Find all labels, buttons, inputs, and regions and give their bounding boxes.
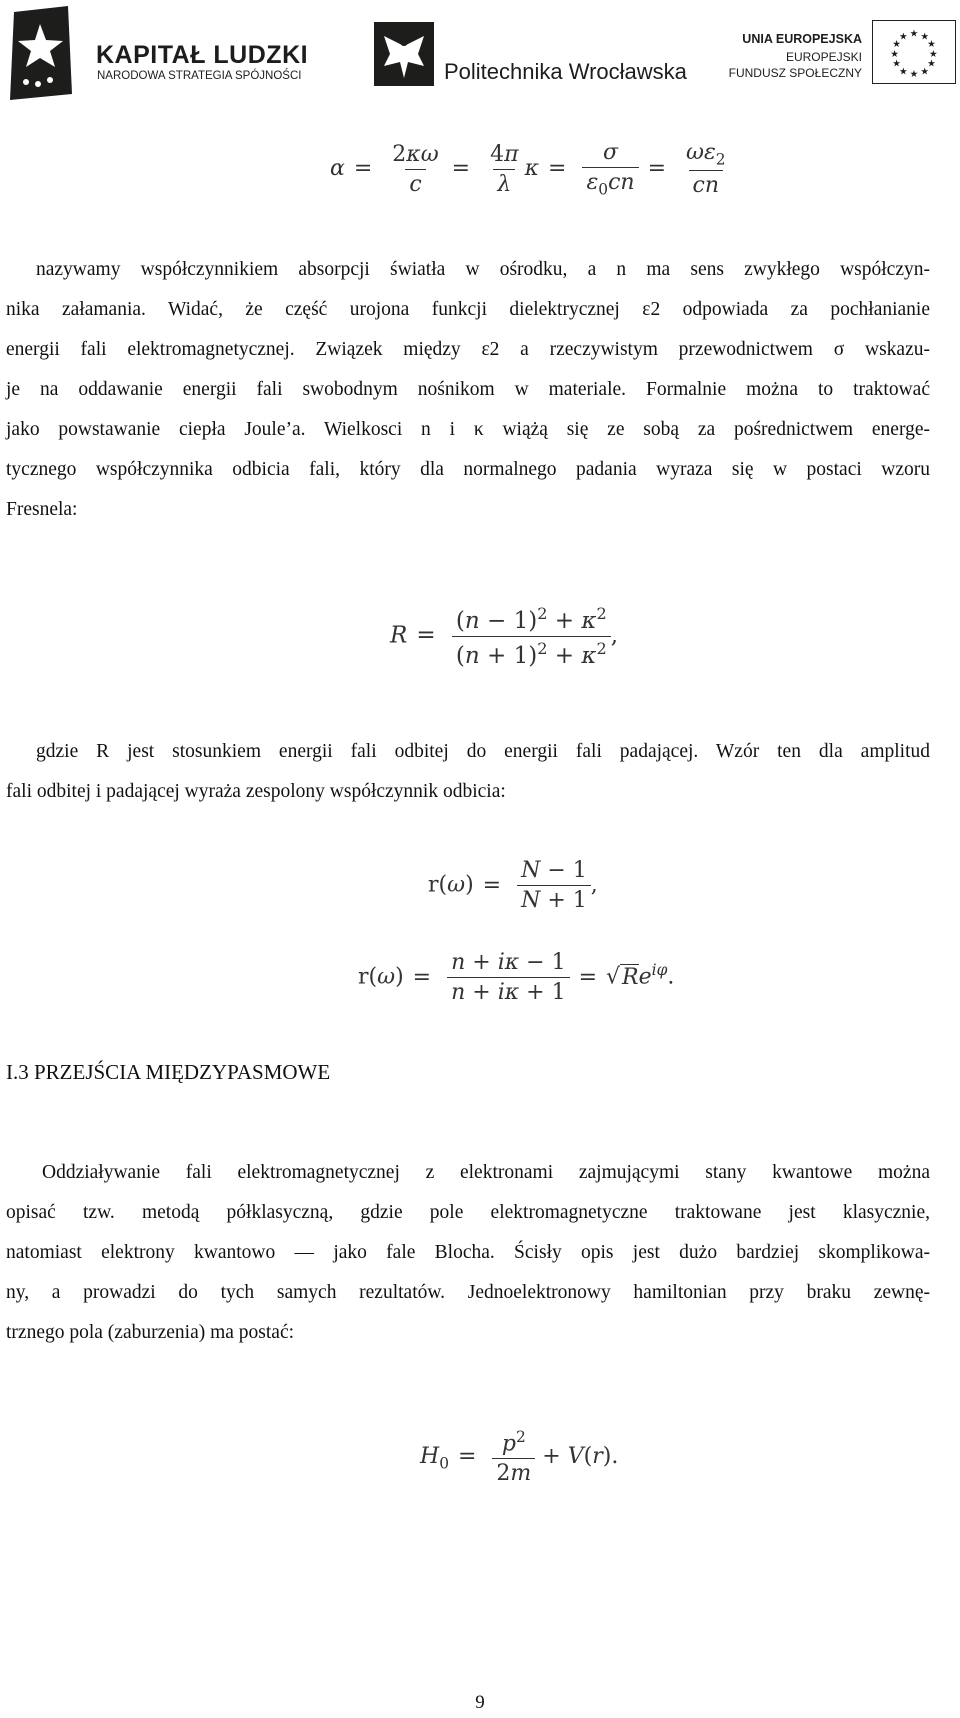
fresnel-equation: R = $\frac{(n - 1)^2 + \kappa^2}{(n + 1)^2 + \kappa^2}$ , (390, 604, 619, 669)
paragraph-reflection (6, 732, 930, 812)
svg-text:★: ★ (927, 58, 936, 70)
svg-text:★: ★ (927, 39, 936, 51)
text-line: Oddziaływanie fali elektromagnetycznej z elektronami zajmującymi stany kwantowe można (42, 1162, 930, 1183)
text-line: opisać tzw. metodą półklasyczną, gdzie pole elektromagnetyczne traktowane jest klasycznie, (6, 1202, 930, 1223)
politechnika-name: Politechnika Wrocławska (444, 59, 687, 84)
kapital-ludzki-logo (6, 4, 336, 102)
text-line: trznego pola (zaburzenia) ma postać: (6, 1322, 295, 1343)
politechnika-logo (372, 20, 687, 88)
kapital-ludzki-subtitle: NARODOWA STRATEGIA SPÓJNOŚCI (97, 70, 302, 82)
page-number: 9 (475, 1692, 485, 1713)
text-line: energii fali elektromagnetycznej. Związek między ε2 a rzeczywistym przewodnictwem σ wskazu- (6, 339, 930, 360)
eu-flag-icon (872, 20, 956, 84)
svg-text:★: ★ (929, 48, 938, 60)
eu-logo (712, 20, 958, 88)
svg-text:★: ★ (909, 28, 919, 40)
section-heading: I.3 PRZEJŚCIA MIĘDZYPASMOWE (6, 1060, 331, 1084)
text-line: fali odbitej i padającej wyraża zespolony współczynnik odbicia: (6, 781, 506, 802)
svg-text:★: ★ (899, 31, 908, 43)
paragraph-interband (6, 1153, 930, 1353)
politechnika-eagle-icon (372, 20, 436, 88)
text-line: ny, a prowadzi do tych samych rezultatów. Jednoelektronowy hamiltonian przy braku zewnę- (6, 1282, 930, 1303)
eu-line-3: FUNDUSZ SPOŁECZNY (728, 66, 862, 80)
paragraph-absorption (6, 250, 930, 530)
svg-text:★: ★ (899, 66, 908, 78)
text-line: natomiast elektrony kwantowo — jako fale Blocha. Ścisły opis jest dużo bardziej skomplikowa- (6, 1242, 930, 1263)
svg-text:★: ★ (909, 69, 919, 81)
kapital-ludzki-star-icon (6, 4, 76, 102)
eu-line-1: UNIA EUROPEJSKA (742, 32, 862, 46)
svg-text:★: ★ (920, 66, 929, 78)
text-line: nika załamania. Widać, że część urojona funkcji dielektrycznej ε2 odpowiada za pochłanianie (6, 299, 930, 320)
r-omega-equation-1: r(ω) = $\frac{N - 1}{N + 1}$ , (428, 858, 598, 913)
kapital-ludzki-title: KAPITAŁ LUDZKI (96, 41, 309, 69)
svg-text:★: ★ (892, 39, 901, 51)
r-omega-equation-2: r(ω) = $\frac{n + i\kappa - 1}{n + i\kappa + 1}$ = $√Re^{i\varphi}$. (358, 950, 675, 1005)
text-line: gdzie R jest stosunkiem energii fali odbitej do energii fali padającej. Wzór ten dla amplitud (36, 741, 930, 762)
page-header (0, 0, 960, 110)
text-line: je na oddawanie energii fali swobodnym nośnikom w materiale. Formalnie można to traktować (6, 379, 930, 400)
svg-text:★: ★ (920, 31, 929, 43)
text-line: nazywamy współczynnikiem absorpcji światła w ośrodku, a n ma sens zwykłego współczyn- (36, 259, 930, 280)
hamiltonian-equation: $H_0$ = $\frac{p^2}{2m}$ + V(r). (420, 1428, 619, 1487)
text-line: Fresnela: (6, 499, 78, 520)
alpha-equation: α = $\frac{2\kappa\omega}{c}$ = $\frac{4\pi}{\lambda}$ κ = $\frac{\sigma}{\varepsilon_0cn}$ = $\frac{\omega\varepsilon_2}{cn}$ (330, 140, 726, 199)
eu-line-2: EUROPEJSKI (785, 50, 862, 64)
svg-text:★: ★ (892, 58, 901, 70)
svg-text:★: ★ (890, 48, 899, 60)
text-line: tycznego współczynnika odbicia fali, który dla normalnego padania wyraza się w postaci wzoru (6, 459, 930, 480)
text-line: jako powstawanie ciepła Joule’a. Wielkosci n i κ wiążą się ze sobą za pośrednictwem energe- (6, 419, 930, 440)
